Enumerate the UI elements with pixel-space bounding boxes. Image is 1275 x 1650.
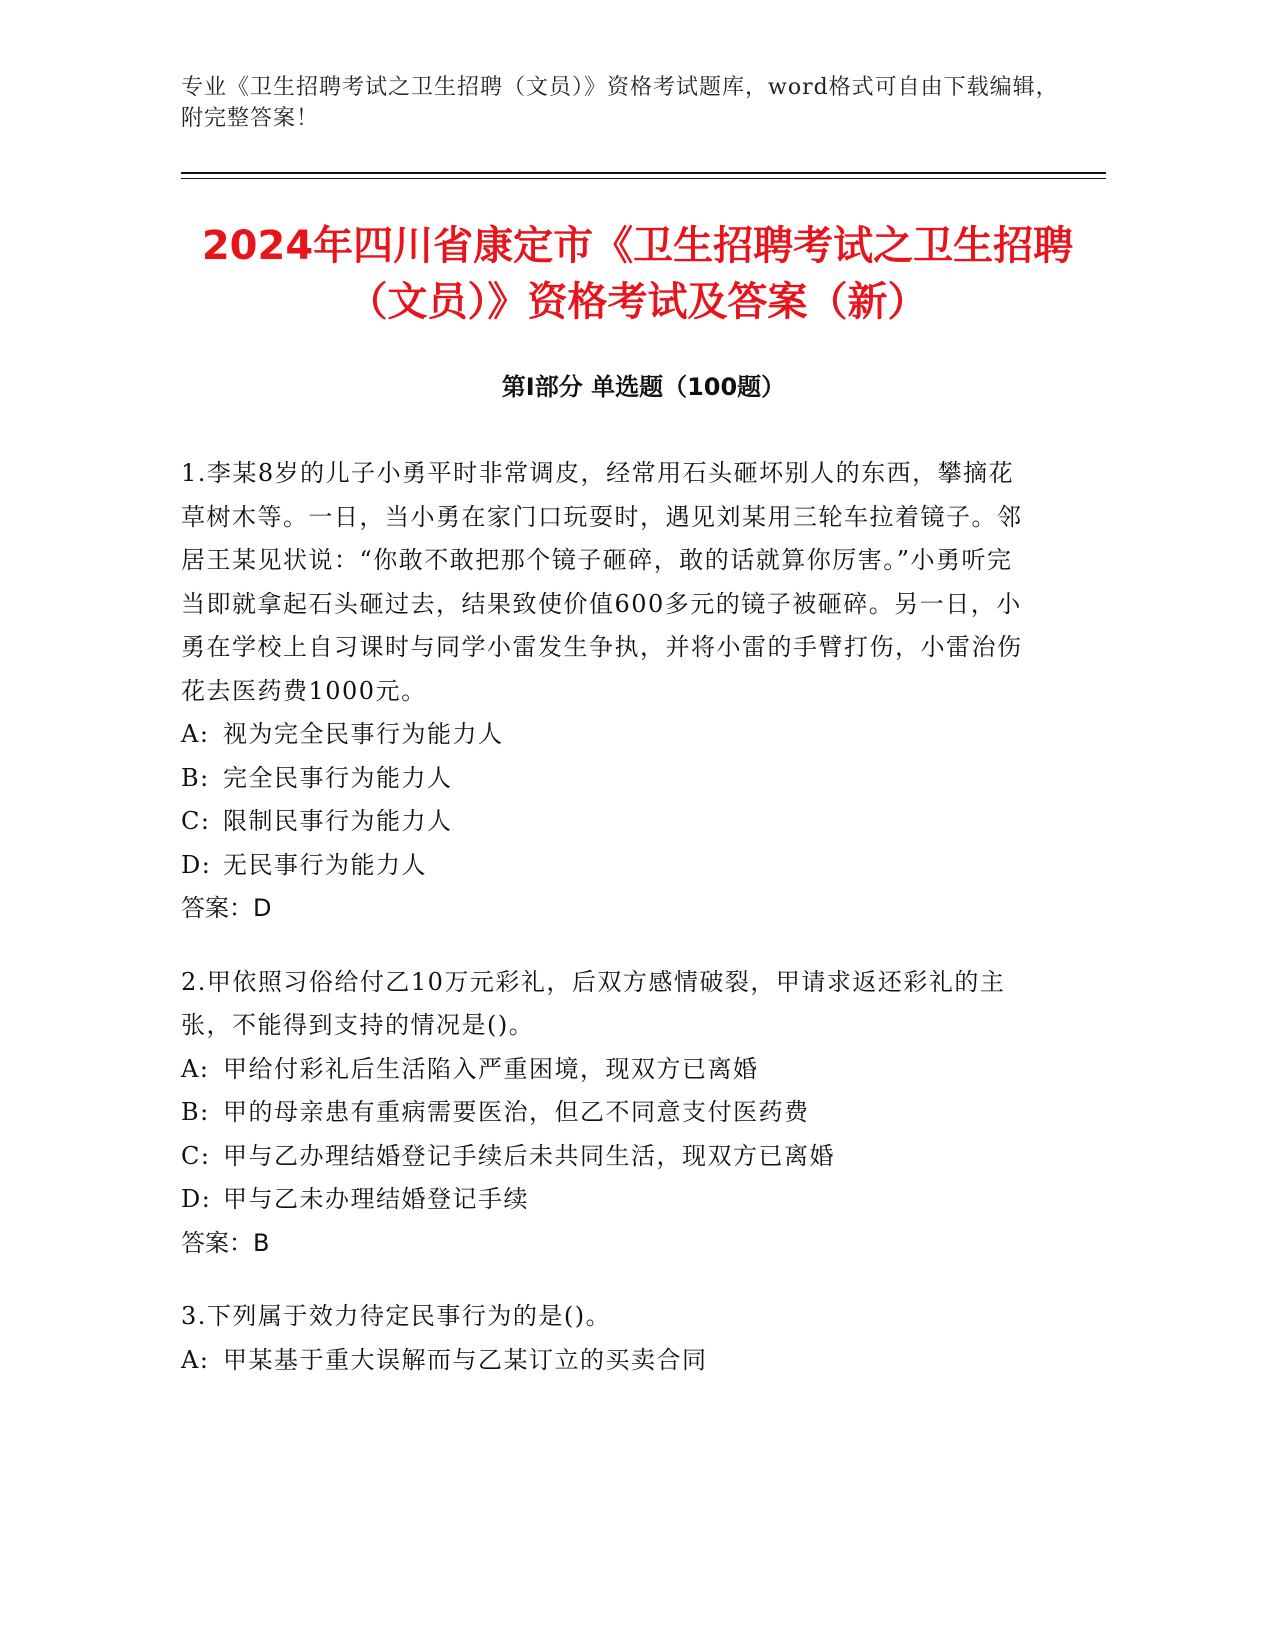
header-note: 专业《卫生招聘考试之卫生招聘（文员）》资格考试题库，word格式可自由下载编辑，附完整答案！ [181,75,1059,131]
question-2 [181,961,1031,1266]
option-c [181,1135,1031,1179]
question-list [181,452,1031,1412]
option-a [181,1048,1031,1092]
option-text: 甲某基于重大误解而与乙某订立的买卖合同 [223,1345,708,1374]
option-text: 限制民事行为能力人 [223,807,453,835]
option-text: 甲与乙办理结婚登记手续后未共同生活，现双方已离婚 [223,1141,835,1170]
option-key: A: [181,720,210,748]
option-b [181,1091,1031,1135]
document-title: 2024年四川省康定市《卫生招聘考试之卫生招聘（文员）》资格考试及答案（新） [201,223,1074,325]
question-3 [181,1295,1031,1382]
option-d [181,844,1031,888]
question-stem: 1.李某8岁的儿子小勇平时非常调皮，经常用石头砸坏别人的东西，攀摘花草树木等。一日，当小勇在家门口玩耍时，遇见刘某用三轮车拉着镜子。邻居王某见状说：“你敢不敢把那个镜子砸碎，敢的话就算你厉害。”小勇听完当即就拿起石头砸过去，结果致使价值600多元的镜子被砸碎。另一日，小勇在学校上自习课时与同学小雷发生争执，并将小雷的手臂打伤，小雷治伤花去医药费1000元。 [181,459,1023,705]
option-text: 甲的母亲患有重病需要医治，但乙不同意支付医药费 [223,1098,810,1126]
option-b [181,757,1031,801]
answer-line: 答案：B [181,1228,270,1257]
option-d [181,1178,1031,1222]
question-stem: 3.下列属于效力待定民事行为的是()。 [181,1302,612,1330]
header-divider-thin [181,178,1106,179]
option-key: B: [181,763,210,792]
option-text: 无民事行为能力人 [223,850,427,879]
option-text: 甲与乙未办理结婚登记手续 [223,1185,529,1213]
option-key: D: [181,1185,212,1213]
option-key: C: [181,1141,211,1170]
option-text: 视为完全民事行为能力人 [223,720,504,748]
answer-line: 答案：D [181,894,272,922]
question-stem: 2.甲依照习俗给付乙10万元彩礼，后双方感情破裂，甲请求返还彩礼的主张，不能得到支持的情况是()。 [181,967,1006,1039]
option-a [181,1339,1031,1383]
question-1 [181,452,1031,931]
option-key: D: [181,850,212,879]
option-c [181,800,1031,844]
option-text: 甲给付彩礼后生活陷入严重困境，现双方已离婚 [223,1054,759,1083]
option-key: A: [181,1054,210,1083]
option-a [181,713,1031,757]
header-divider-thick [181,172,1106,174]
option-key: A: [181,1345,210,1374]
option-key: B: [181,1098,210,1126]
option-key: C: [181,807,211,835]
option-text: 完全民事行为能力人 [223,763,453,792]
section-title: 第Ⅰ部分 单选题（100题） [501,373,786,401]
